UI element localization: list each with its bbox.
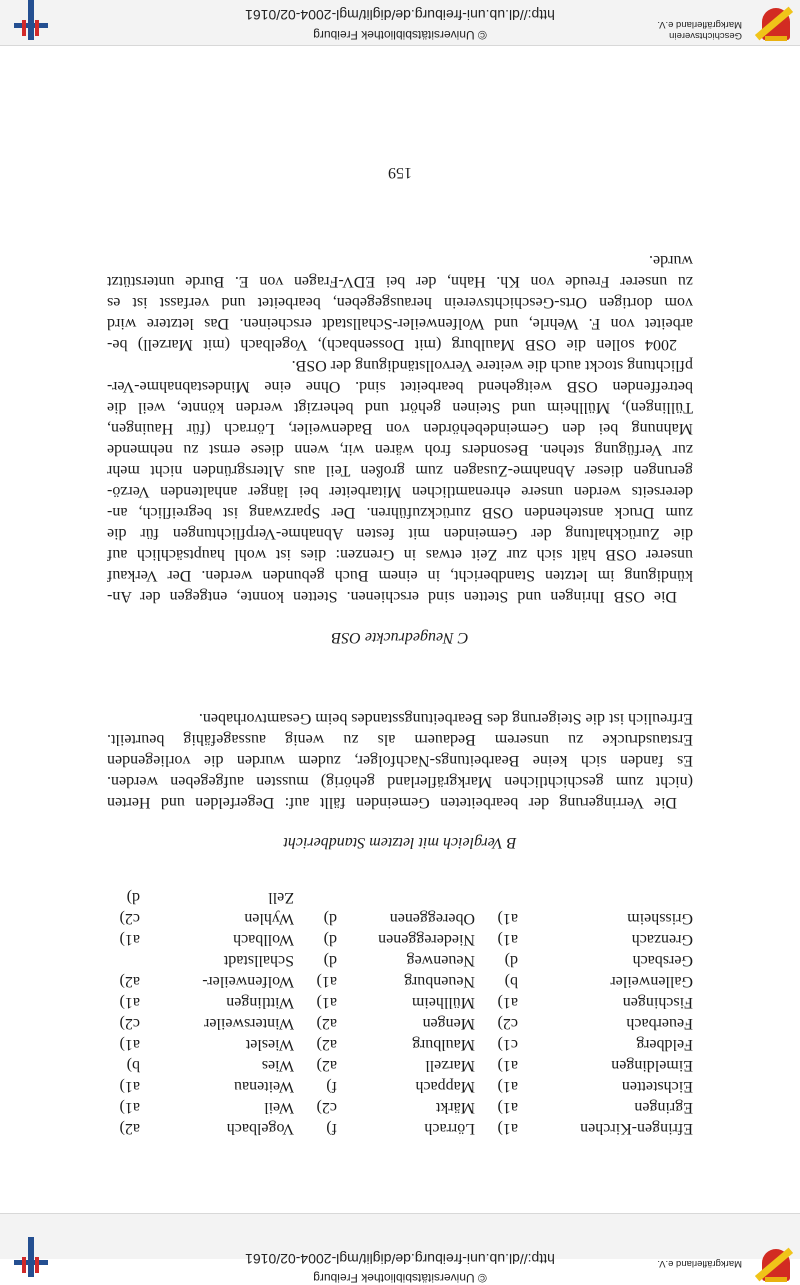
geschichtsverein-logo-icon-repeat [750,1247,790,1281]
text-line: zu unserer Freude von Kh. Hahn, der bei EDV-Fragen von E. Burde unterstützt [107,273,693,290]
table-cell-b: Märkt [435,1099,475,1116]
table-cell-c-code: c2) [119,910,140,927]
section-b-paragraph [107,708,693,813]
text-line: Die Verringerung der bearbeiteten Gemeinden fällt auf: Degerfelden und Herten [107,794,677,811]
permalink-url[interactable]: http://dl.ub.uni-freiburg.de/diglit/mgl-2004-02/0161 [245,7,555,23]
table-cell-b: Maulburg [412,1036,475,1053]
table-cell-c: Wyhlen [244,910,294,927]
table-cell-a: Gallenweiler [610,973,693,990]
table-cell-b-code: a2) [316,1036,337,1053]
table-cell-a: Efringen-Kirchen [580,1120,693,1137]
geschichtsverein-logo-icon [750,6,790,40]
table-cell-a: Egringen [634,1099,693,1116]
table-cell-a: Eichstetten [621,1078,693,1095]
section-b-heading: B Vergleich mit letztem Standbericht [283,834,517,851]
table-cell-c-code: a1) [119,1099,140,1116]
text-line: kündigung im letzten Standbericht, in einem Buch gebunden werden. Der Verkauf [107,567,693,584]
table-cell-a: Feuerbach [626,1015,693,1032]
table-cell-c-code: c2) [119,1015,140,1032]
society-line-2-repeat: Markgräflerland e.V. [657,1258,742,1269]
permalink-url-repeat[interactable]: http://dl.ub.uni-freiburg.de/diglit/mgl-2004-02/0161 [245,1251,555,1267]
table-cell-b-code: d) [323,910,337,927]
table-cell-c-code: d) [126,889,140,906]
text-line: die Zurückhaltung der Gemeinden mit festen Abnahme-Verpflichtungen für die [107,525,693,542]
table-cell-b: Obereggenen [389,910,475,927]
table-cell-c: Wies [261,1057,294,1074]
table-cell-c: Wittlingen [226,994,294,1011]
table-cell-b: Müllheim [411,994,475,1011]
section-c-paragraph-1 [107,355,693,607]
table-cell-b-code: c2) [316,1099,337,1116]
copyright-text-repeat: © Universitätsbibliothek Freiburg [313,1271,487,1285]
table-cell-b: Marzell [425,1057,475,1074]
viewer-footer-bar [0,0,800,46]
table-cell-a-code: a1) [497,1057,518,1074]
table-cell-c: Wolfenweiler- [202,973,294,990]
table-cell-c: Wollbach [233,931,294,948]
text-line: betreffenden OSB weitgehend bearbeitet sind. Ohne eine Mindestabnahme-Ver- [107,378,693,395]
text-line: vom dortigen Orts-Geschichtsverein herausgegeben, bearbeitet und verfasst ist es [107,294,693,311]
viewer-header-bar [0,1213,800,1285]
table-cell-c: Wintersweiler [204,1015,294,1032]
society-line-2: Markgräflerland e.V. [657,19,742,30]
table-cell-c: Zell [268,889,294,906]
table-cell-c-code: a2) [119,973,140,990]
table-cell-c-code: a1) [119,1078,140,1095]
table-cell-a-code: a1) [497,1078,518,1095]
table-cell-b-code: a1) [316,973,337,990]
section-c-heading: C Neugedruckte OSB [331,629,469,646]
text-line: Erstausdrucke zu unserem Bedauern als zu wenig aussagefähig beurteilt. [107,731,693,748]
table-cell-a: Grenzach [631,931,693,948]
table-cell-c: Weitenau [233,1078,294,1095]
table-cell-b-code: d) [323,952,337,969]
table-cell-a: Gersbach [632,952,693,969]
table-cell-c-code: b) [126,1057,140,1074]
copyright-text: © Universitätsbibliothek Freiburg [313,28,487,42]
table-cell-c: Wieslet [245,1036,294,1053]
text-line: Die OSB Ihringen und Stetten sind erschienen. Stetten konnte, entgegen der An- [107,588,677,605]
table-cell-c-code: a1) [119,1036,140,1053]
table-cell-c-code: a1) [119,931,140,948]
text-line: Es fanden sich keine Bearbeitungs-Nachfolger, zudem wurden die vorliegenden [107,752,693,769]
text-line: gerungen dieser Abnahme-Zusagen zum großen Teil aus Altersgründen nicht mehr [107,462,693,479]
table-cell-b-code: f) [326,1120,337,1137]
text-line: arbeitet von F. Wehrle, und Wolfenweiler-Schallstadt erscheinen. Das letztere wird [107,315,693,332]
table-cell-c: Vogelbach [226,1120,294,1137]
text-line: zum Druck anstehenden OSB zurückzuführen. Der Sparzwang ist begreiflich, an- [107,504,693,521]
text-line: dererseits werden unsere ehrenamtlichen Mitarbeiter bei länger anhaltenden Verzö- [107,483,693,500]
table-cell-a-code: c2) [497,1015,518,1032]
table-cell-a-code: a1) [497,931,518,948]
text-line: pflichtung stockt auch die weitere Vervollständigung der OSB. [291,357,693,374]
table-cell-a-code: a1) [497,1099,518,1116]
table-cell-b: Lörrach [424,1120,475,1137]
table-cell-c: Schallstadt [223,952,294,969]
table-cell-a-code: a1) [497,994,518,1011]
text-line: 2004 sollen die OSB Maulburg (mit Dossenbach), Vogelbach (mit Marzell) be- [107,336,677,353]
text-line: wurde. [649,252,693,269]
table-cell-a: Feldberg [636,1036,693,1053]
society-name [657,19,742,41]
section-c-paragraph-2 [107,250,693,355]
table-cell-b-code: a1) [316,994,337,1011]
text-line: unserer OSB hält sich zur Zeit etwas in Grenzen: dies ist wohl hauptsächlich auf [107,546,693,563]
text-line: zur Verfügung stehen. Besonders froh wären wir, wenn diese ernst zu nehmende [107,441,693,458]
page-number: 159 [388,164,412,181]
text-line: Tüllingen), Müllheim und Steinen gehört und beherzigt werden könnte, weil die [107,399,693,416]
table-cell-b: Niedereggenen [378,931,475,948]
table-cell-a-code: a1) [497,910,518,927]
table-cell-b-code: f) [326,1078,337,1095]
table-cell-b-code: d) [323,931,337,948]
table-cell-a-code: c1) [497,1036,518,1053]
table-cell-a-code: d) [504,952,518,969]
table-cell-b-code: a2) [316,1057,337,1074]
text-line: Erfreulich ist die Steigerung des Bearbeitungsstandes beim Gesamtvorhaben. [198,710,693,727]
society-line-1: Geschichtsverein [669,30,742,41]
table-cell-b: Neuenburg [404,973,475,990]
table-cell-a-code: a1) [497,1120,518,1137]
table-cell-c-code: a2) [119,1120,140,1137]
text-line: (nicht zum geschichtlichen Markgräflerland gehörig) mussten aufgegeben werden. [107,773,693,790]
table-cell-c: Weil [264,1099,294,1116]
table-cell-b: Mengen [422,1015,475,1032]
table-cell-b: Mappach [415,1078,475,1095]
table-cell-a: Fischingen [622,994,693,1011]
table-cell-a: Eimeldingen [611,1057,693,1074]
text-line: Mahnung bei den Gemeindebehörden von Badenweiler, Lörrach (für Hauingen, [107,420,693,437]
society-name-repeat [657,1258,742,1269]
table-cell-a-code: b) [504,973,518,990]
table-cell-a: Grissheim [627,910,693,927]
table-cell-b: Neuenweg [406,952,475,969]
table-cell-c-code: a1) [119,994,140,1011]
table-cell-b-code: a2) [316,1015,337,1032]
